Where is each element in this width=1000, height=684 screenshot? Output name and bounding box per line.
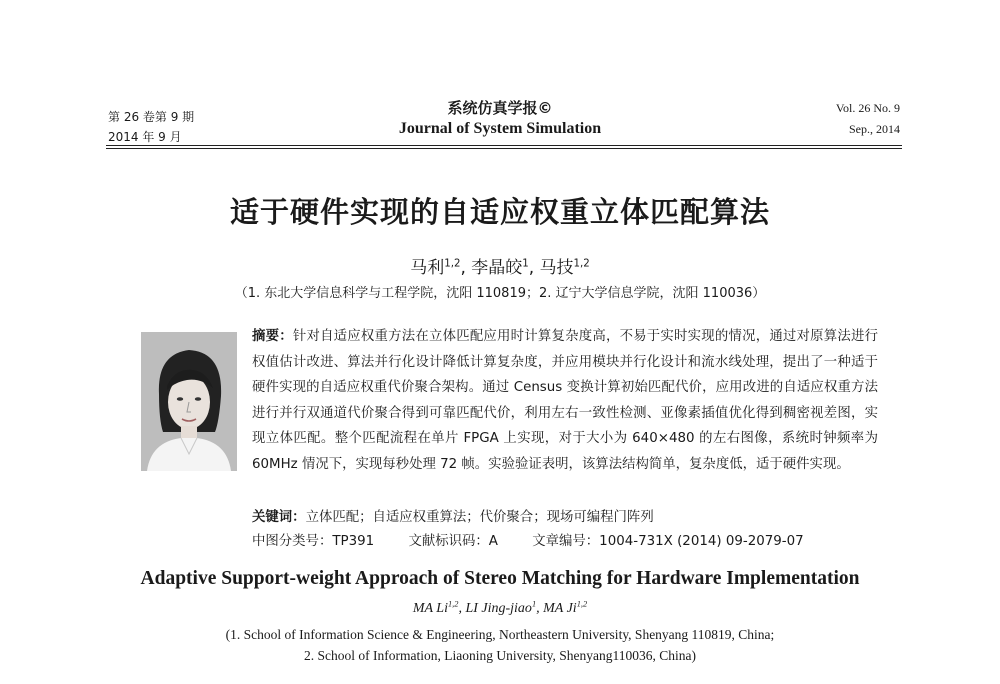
journal-name-cn: 系统仿真学报© bbox=[447, 99, 553, 117]
document-code: 文献标识码：A bbox=[408, 534, 498, 549]
author-en-3: MA Ji$^{1,2}$ bbox=[543, 599, 588, 616]
article-number: 文章编号：1004-731X (2014) 09-2079-07 bbox=[532, 534, 804, 549]
class-number: 中图分类号：TP391 bbox=[252, 534, 375, 549]
keywords bbox=[252, 506, 878, 525]
author-photo bbox=[141, 332, 237, 471]
authors-cn bbox=[0, 253, 1000, 278]
author-cn-3: 马技$^{1,2}$ bbox=[539, 258, 590, 278]
affiliation-en-1: (1. School of Information Science & Engineering, Northeastern University, Shenyang 110819, China; bbox=[225, 627, 775, 642]
header-rule-bottom bbox=[106, 148, 902, 149]
abstract bbox=[252, 324, 878, 477]
author-cn-2: 李晶皎$^1$, bbox=[471, 258, 540, 278]
volume-issue-cn: 第 26 卷第 9 期 bbox=[108, 110, 195, 124]
author-en-1: MA Li$^{1,2}$, bbox=[412, 599, 466, 616]
volume-issue-en: Vol. 26 No. 9 bbox=[835, 101, 900, 115]
paper-title-cn: 适于硬件实现的自适应权重立体匹配算法 bbox=[229, 195, 770, 229]
paper-title-en: Adaptive Support-weight Approach of Stereo Matching for Hardware Implementation bbox=[140, 568, 860, 589]
classification-line bbox=[252, 530, 878, 549]
date-en: Sep., 2014 bbox=[849, 122, 900, 136]
author-en-2: LI Jing-jiao$^1$, bbox=[465, 599, 544, 616]
journal-name-en: Journal of System Simulation bbox=[398, 120, 602, 137]
date-cn: 2014 年 9 月 bbox=[108, 130, 182, 144]
header-rule-top bbox=[106, 145, 902, 146]
abstract-text: 针对自适应权重方法在立体匹配应用时计算复杂度高，不易于实时实现的情况，通过对原算法进行权值估计改进、算法并行化设计降低计算复杂度，并应用模块并行化设计和流水线处理，提出了一种适于硬件实现的自适应权重代价聚合架构。通过 Census 变换计算初始匹配代价，应用改进的自适应权重方法进行并行双通道代价聚合得到可靠匹配代价，利用左右一致性检测、亚像素插值优化得到稠密视差图，实现立体匹配。整个匹配流程在单片 FPGA 上实现，对于大小为 640×480 的左右图像，系统时钟频率为 60MHz 情况下，实现每秒处理 72 帧。实验验证表明，该算法结构简单，复杂度低，适于硬件实现。 bbox=[252, 329, 878, 472]
author-cn-1: 马利$^{1,2}$, bbox=[410, 258, 472, 278]
keywords-text: 立体匹配；自适应权重算法；代价聚合；现场可编程门阵列 bbox=[305, 510, 654, 525]
abstract-label: 摘要： bbox=[252, 329, 293, 344]
authors-en bbox=[0, 601, 1000, 617]
affiliation-en-2: 2. School of Information, Liaoning University, Shenyang110036, China) bbox=[304, 648, 696, 663]
keywords-label: 关键词： bbox=[252, 510, 306, 525]
affiliation-cn: （1. 东北大学信息科学与工程学院，沈阳 110819；2. 辽宁大学信息学院，沈阳 110036） bbox=[234, 286, 766, 301]
